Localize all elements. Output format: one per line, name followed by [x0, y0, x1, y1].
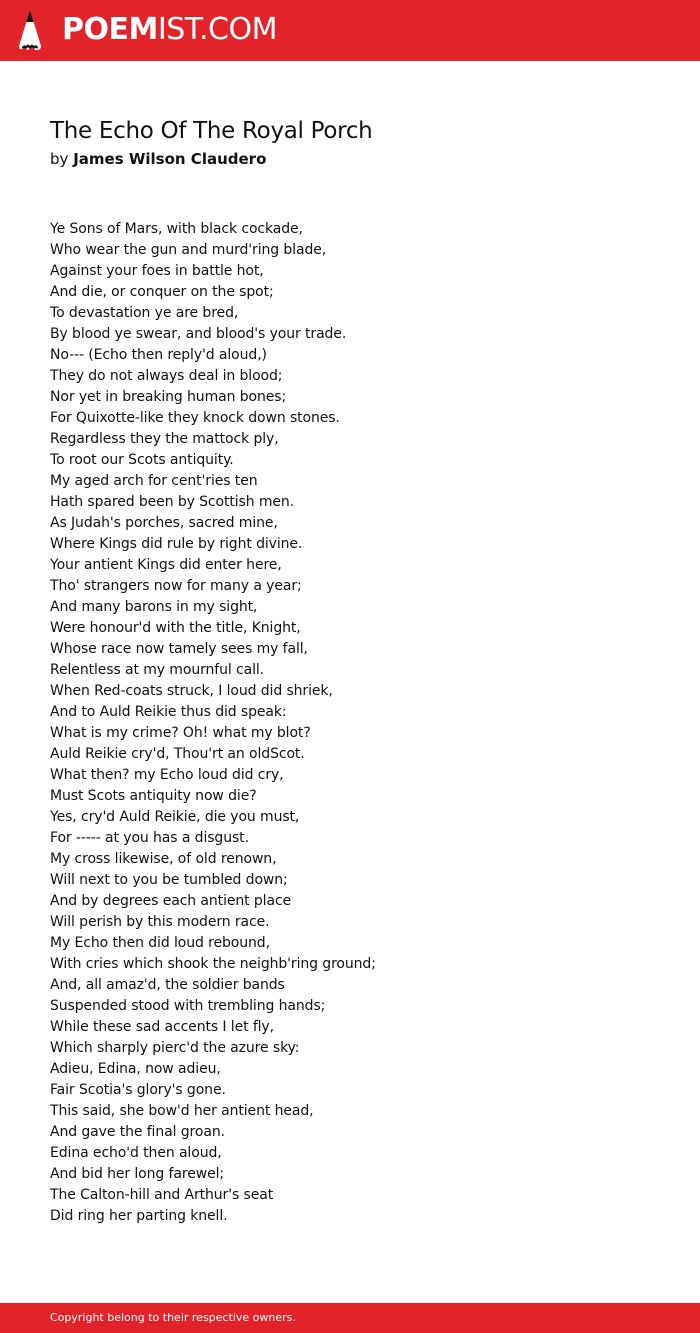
poem-line: By blood ye swear, and blood's your trade.	[50, 326, 347, 342]
poem-line: My aged arch for cent'ries ten	[50, 473, 258, 489]
site-logo[interactable]	[62, 12, 277, 48]
poem-line: For Quixotte-like they knock down stones.	[50, 410, 340, 426]
poem-line: Will next to you be tumbled down;	[50, 872, 288, 888]
poem-line: My cross likewise, of old renown,	[50, 851, 277, 867]
byline	[50, 149, 266, 169]
poem-line: They do not always deal in blood;	[50, 368, 283, 384]
poem-line: Tho' strangers now for many a year;	[50, 578, 302, 594]
poem-line: With cries which shook the neighb'ring ground;	[50, 956, 376, 972]
poem-line: What then? my Echo loud did cry,	[50, 767, 284, 783]
logo-light-text: IST.COM	[157, 12, 277, 47]
poem-line: And bid her long farewel;	[50, 1166, 224, 1182]
poem-line: To devastation ye are bred,	[50, 305, 239, 321]
author-name[interactable]: James Wilson Claudero	[73, 150, 267, 168]
poem-line: Will perish by this modern race.	[50, 914, 270, 930]
copyright-text: Copyright belong to their respective owners.	[50, 1311, 296, 1324]
poem-line: Yes, cry'd Auld Reikie, die you must,	[50, 809, 300, 825]
poem-line: And many barons in my sight,	[50, 599, 258, 615]
poem-line: Nor yet in breaking human bones;	[50, 389, 287, 405]
poem-line: Edina echo'd then aloud,	[50, 1145, 222, 1161]
poem-line: And die, or conquer on the spot;	[50, 284, 274, 300]
poem-line: Did ring her parting knell.	[50, 1208, 228, 1224]
poem-line: Adieu, Edina, now adieu,	[50, 1061, 221, 1077]
poem-line: What is my crime? Oh! what my blot?	[50, 725, 311, 741]
poem-line: Hath spared been by Scottish men.	[50, 494, 295, 510]
poem-line: Against your foes in battle hot,	[50, 263, 264, 279]
poem-line: Relentless at my mournful call.	[50, 662, 265, 678]
poem-line: For ----- at you has a disgust.	[50, 830, 249, 846]
poem-line: To root our Scots antiquity.	[50, 452, 234, 468]
poem-line: When Red-coats struck, I loud did shriek,	[50, 683, 333, 699]
poem-line: My Echo then did loud rebound,	[50, 935, 270, 951]
poem-line: Ye Sons of Mars, with black cockade,	[50, 221, 303, 237]
poem-line: This said, she bow'd her antient head,	[50, 1103, 314, 1119]
site-footer	[0, 1303, 700, 1333]
poem-line: And to Auld Reikie thus did speak:	[50, 704, 287, 720]
poem-line: Suspended stood with trembling hands;	[50, 998, 326, 1014]
logo-bold-text: POEM	[62, 12, 158, 47]
poem-line: Fair Scotia's glory's gone.	[50, 1082, 226, 1098]
poem-line: Must Scots antiquity now die?	[50, 788, 257, 804]
poem-line: Were honour'd with the title, Knight,	[50, 620, 301, 636]
poem-line: Who wear the gun and murd'ring blade,	[50, 242, 327, 258]
by-label: by	[50, 150, 69, 168]
poem-line: While these sad accents I let fly,	[50, 1019, 274, 1035]
poem-line: The Calton-hill and Arthur's seat	[50, 1187, 274, 1203]
poem-line: As Judah's porches, sacred mine,	[50, 515, 278, 531]
site-header	[0, 0, 700, 61]
poem-line: Your antient Kings did enter here,	[50, 557, 282, 573]
poem-line: Where Kings did rule by right divine.	[50, 536, 303, 552]
poem-body	[50, 219, 376, 1227]
poem-line: Regardless they the mattock ply,	[50, 431, 279, 447]
poem-line: And, all amaz'd, the soldier bands	[50, 977, 285, 993]
poem-line: Whose race now tamely sees my fall,	[50, 641, 308, 657]
pencil-icon	[17, 9, 43, 52]
poem-line: Auld Reikie cry'd, Thou'rt an oldScot.	[50, 746, 305, 762]
poem-title: The Echo Of The Royal Porch	[50, 118, 373, 144]
poem-line: And gave the final groan.	[50, 1124, 225, 1140]
poem-line: No--- (Echo then reply'd aloud,)	[50, 347, 267, 363]
poem-line: And by degrees each antient place	[50, 893, 292, 909]
poem-line: Which sharply pierc'd the azure sky:	[50, 1040, 300, 1056]
